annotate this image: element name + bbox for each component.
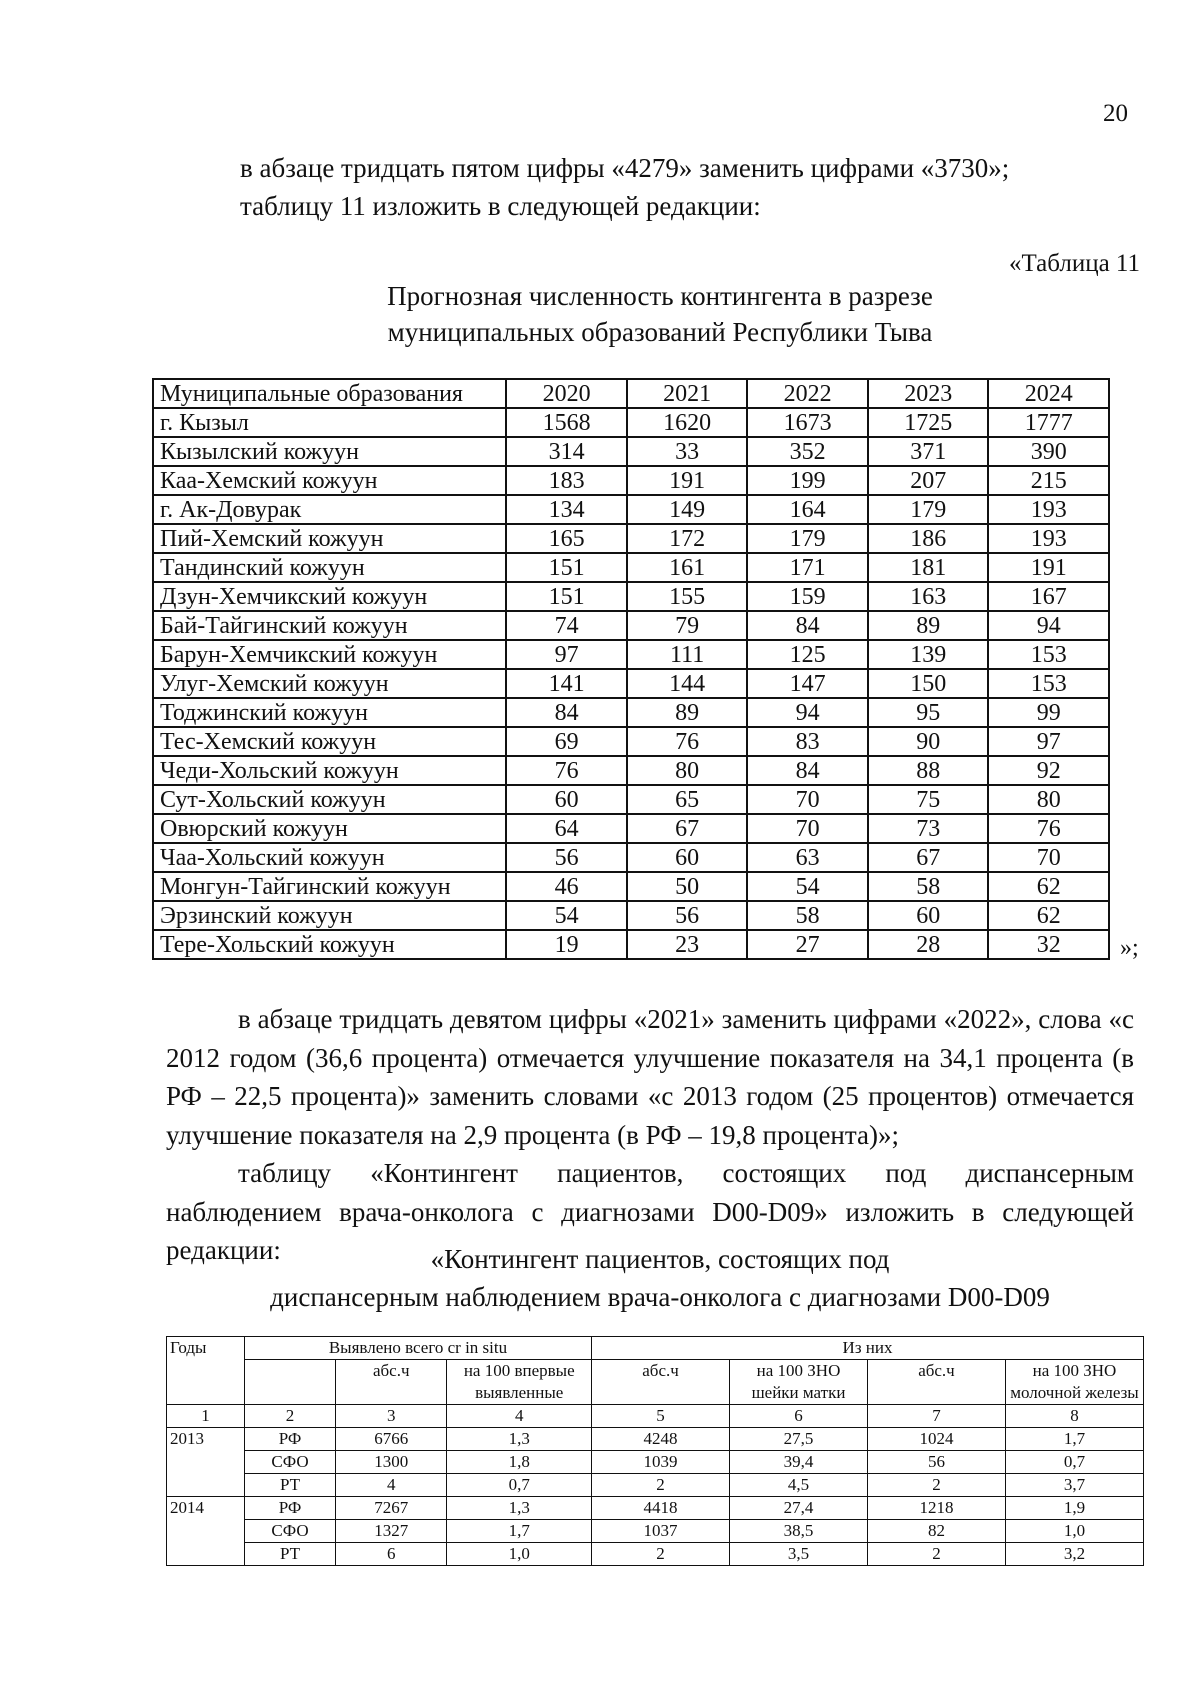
forecast-value: 191 [988, 553, 1109, 582]
forecast-value: 186 [868, 524, 989, 553]
paragraph-2-text-2: таблицу «Контингент пациентов, состоящих под диспансерным наблюдением врача-онколога с диагнозами D00-D09» изложить в следующей редакции: [166, 1158, 1134, 1265]
header-year: 2022 [747, 379, 868, 408]
table-row [153, 785, 1109, 814]
forecast-value: 161 [627, 553, 748, 582]
header-abs-2: абс.ч [592, 1360, 730, 1405]
region-cell: СФО [244, 1520, 335, 1543]
value-cell: 2 [867, 1474, 1005, 1497]
forecast-value: 50 [627, 872, 748, 901]
value-cell: 1,0 [447, 1543, 592, 1566]
table-row [153, 727, 1109, 756]
forecast-value: 63 [747, 843, 868, 872]
table-row [153, 930, 1109, 959]
municipality-name: г. Кызыл [153, 408, 506, 437]
forecast-value: 33 [627, 437, 748, 466]
table2-title [150, 1240, 1170, 1316]
forecast-value: 139 [868, 640, 989, 669]
forecast-value: 80 [988, 785, 1109, 814]
municipal-forecast-table [152, 378, 1110, 960]
forecast-value: 183 [506, 466, 627, 495]
forecast-value: 314 [506, 437, 627, 466]
forecast-value: 60 [627, 843, 748, 872]
value-cell: 1037 [592, 1520, 730, 1543]
value-cell: 1327 [336, 1520, 447, 1543]
forecast-value: 179 [747, 524, 868, 553]
forecast-value: 54 [747, 872, 868, 901]
page-number: 20 [1103, 100, 1128, 127]
forecast-value: 69 [506, 727, 627, 756]
forecast-value: 60 [868, 901, 989, 930]
forecast-value: 76 [506, 756, 627, 785]
municipality-name: Тес-Хемский кожуун [153, 727, 506, 756]
forecast-value: 151 [506, 553, 627, 582]
table-header-row [153, 379, 1109, 408]
intro-line-1: в абзаце тридцать пятом цифры «4279» заменить цифрами «3730»; [240, 153, 1010, 183]
forecast-value: 54 [506, 901, 627, 930]
header-abs-3: абс.ч [867, 1360, 1005, 1405]
forecast-value: 125 [747, 640, 868, 669]
forecast-value: 67 [627, 814, 748, 843]
forecast-value: 1620 [627, 408, 748, 437]
region-cell: РФ [244, 1428, 335, 1451]
forecast-value: 62 [988, 901, 1109, 930]
value-cell: 27,4 [730, 1497, 868, 1520]
municipality-name: Чеди-Хольский кожуун [153, 756, 506, 785]
table-row [153, 553, 1109, 582]
municipality-name: г. Ак-Довурак [153, 495, 506, 524]
value-cell: 82 [867, 1520, 1005, 1543]
table-row [153, 901, 1109, 930]
region-cell: РТ [244, 1543, 335, 1566]
value-cell: 1300 [336, 1451, 447, 1474]
value-cell: 3,2 [1005, 1543, 1143, 1566]
table2-column-numbers [167, 1405, 1144, 1428]
forecast-value: 193 [988, 524, 1109, 553]
table-title-line-1: Прогнозная численность контингента в разрезе [387, 281, 933, 311]
forecast-value: 159 [747, 582, 868, 611]
value-cell: 4 [336, 1474, 447, 1497]
forecast-value: 70 [988, 843, 1109, 872]
forecast-value: 84 [747, 611, 868, 640]
forecast-value: 153 [988, 669, 1109, 698]
value-cell: 4248 [592, 1428, 730, 1451]
forecast-value: 90 [868, 727, 989, 756]
value-cell: 1,9 [1005, 1497, 1143, 1520]
forecast-value: 76 [988, 814, 1109, 843]
forecast-value: 165 [506, 524, 627, 553]
forecast-value: 60 [506, 785, 627, 814]
forecast-value: 352 [747, 437, 868, 466]
table-row [153, 872, 1109, 901]
municipality-name: Улуг-Хемский кожуун [153, 669, 506, 698]
table2-row [167, 1497, 1144, 1520]
value-cell: 3,7 [1005, 1474, 1143, 1497]
forecast-value: 19 [506, 930, 627, 959]
forecast-value: 99 [988, 698, 1109, 727]
forecast-value: 1673 [747, 408, 868, 437]
forecast-value: 153 [988, 640, 1109, 669]
table2-header-row-1 [167, 1337, 1144, 1360]
forecast-value: 64 [506, 814, 627, 843]
forecast-value: 155 [627, 582, 748, 611]
year-cell: 2014 [167, 1497, 245, 1566]
value-cell: 2 [867, 1543, 1005, 1566]
forecast-value: 150 [868, 669, 989, 698]
header-per100-cervix: на 100 ЗНО шейки матки [730, 1360, 868, 1405]
column-number: 5 [592, 1405, 730, 1428]
forecast-value: 32 [988, 930, 1109, 959]
forecast-value: 199 [747, 466, 868, 495]
municipality-name: Сут-Хольский кожуун [153, 785, 506, 814]
paragraph-2-text-1: в абзаце тридцать девятом цифры «2021» заменить цифрами «2022», слова «с 2012 годом (36,6 процента) отмечается улучшение показателя на 34,1 процента (в РФ – 22,5 процента)» заменить словами «с 2013 годом (25 процентов) отмечается улучшение показателя на 2,9 процента (в РФ – 19,8 процента)»; [166, 1004, 1134, 1150]
value-cell: 1,7 [1005, 1428, 1143, 1451]
header-years: Годы [167, 1337, 245, 1405]
forecast-value: 95 [868, 698, 989, 727]
value-cell: 1,7 [447, 1520, 592, 1543]
value-cell: 2 [592, 1474, 730, 1497]
forecast-value: 56 [627, 901, 748, 930]
value-cell: 1,3 [447, 1428, 592, 1451]
forecast-value: 163 [868, 582, 989, 611]
municipality-name: Эрзинский кожуун [153, 901, 506, 930]
table2-header-row-2 [167, 1360, 1144, 1405]
forecast-value: 79 [627, 611, 748, 640]
value-cell: 4418 [592, 1497, 730, 1520]
table-row [153, 524, 1109, 553]
forecast-value: 89 [868, 611, 989, 640]
forecast-value: 70 [747, 814, 868, 843]
forecast-value: 56 [506, 843, 627, 872]
table-row [153, 669, 1109, 698]
column-number: 2 [244, 1405, 335, 1428]
municipality-name: Тандинский кожуун [153, 553, 506, 582]
municipality-name: Кызылский кожуун [153, 437, 506, 466]
municipality-name: Бай-Тайгинский кожуун [153, 611, 506, 640]
region-cell: РФ [244, 1497, 335, 1520]
forecast-value: 74 [506, 611, 627, 640]
column-number: 1 [167, 1405, 245, 1428]
forecast-value: 147 [747, 669, 868, 698]
header-year: 2021 [627, 379, 748, 408]
forecast-value: 191 [627, 466, 748, 495]
forecast-value: 193 [988, 495, 1109, 524]
forecast-value: 1568 [506, 408, 627, 437]
value-cell: 0,7 [1005, 1451, 1143, 1474]
forecast-value: 65 [627, 785, 748, 814]
forecast-value: 141 [506, 669, 627, 698]
forecast-value: 88 [868, 756, 989, 785]
header-per100-new: на 100 впервые выявленные [447, 1360, 592, 1405]
forecast-value: 215 [988, 466, 1109, 495]
header-municipality: Муниципальные образования [153, 379, 506, 408]
header-of-them: Из них [592, 1337, 1144, 1360]
municipality-name: Овюрский кожуун [153, 814, 506, 843]
header-empty [244, 1360, 335, 1405]
forecast-value: 89 [627, 698, 748, 727]
forecast-value: 84 [747, 756, 868, 785]
header-per100-breast: на 100 ЗНО молочной железы [1005, 1360, 1143, 1405]
value-cell: 6766 [336, 1428, 447, 1451]
table-row [153, 640, 1109, 669]
value-cell: 4,5 [730, 1474, 868, 1497]
table-title [150, 278, 1170, 350]
table2-title-line-2: диспансерным наблюдением врача-онколога с диагнозами D00-D09 [270, 1282, 1050, 1312]
table-row [153, 495, 1109, 524]
header-year: 2023 [868, 379, 989, 408]
table2-title-line-1: «Контингент пациентов, состоящих под [430, 1244, 890, 1274]
forecast-value: 46 [506, 872, 627, 901]
forecast-value: 97 [506, 640, 627, 669]
region-cell: РТ [244, 1474, 335, 1497]
forecast-value: 207 [868, 466, 989, 495]
table-row [153, 611, 1109, 640]
forecast-value: 84 [506, 698, 627, 727]
forecast-value: 167 [988, 582, 1109, 611]
forecast-value: 149 [627, 495, 748, 524]
value-cell: 27,5 [730, 1428, 868, 1451]
forecast-value: 94 [988, 611, 1109, 640]
table-row [153, 437, 1109, 466]
table-title-line-2: муниципальных образований Республики Тыва [387, 317, 933, 347]
forecast-value: 181 [868, 553, 989, 582]
forecast-value: 76 [627, 727, 748, 756]
forecast-value: 73 [868, 814, 989, 843]
forecast-value: 111 [627, 640, 748, 669]
region-cell: СФО [244, 1451, 335, 1474]
municipality-name: Дзун-Хемчикский кожуун [153, 582, 506, 611]
table-row [153, 843, 1109, 872]
value-cell: 0,7 [447, 1474, 592, 1497]
header-detected-total: Выявлено всего cr in situ [244, 1337, 591, 1360]
table2-row [167, 1451, 1144, 1474]
forecast-value: 70 [747, 785, 868, 814]
table-label: «Таблица 11 [1009, 250, 1140, 277]
table-closing-quote: »; [1120, 935, 1139, 961]
municipality-name: Каа-Хемский кожуун [153, 466, 506, 495]
intro-line-2: таблицу 11 изложить в следующей редакции: [240, 191, 761, 221]
table2-row [167, 1428, 1144, 1451]
column-number: 8 [1005, 1405, 1143, 1428]
forecast-value: 151 [506, 582, 627, 611]
table-row [153, 408, 1109, 437]
forecast-value: 62 [988, 872, 1109, 901]
forecast-value: 58 [747, 901, 868, 930]
forecast-value: 75 [868, 785, 989, 814]
column-number: 3 [336, 1405, 447, 1428]
forecast-value: 94 [747, 698, 868, 727]
forecast-value: 371 [868, 437, 989, 466]
oncology-contingent-table [166, 1336, 1144, 1566]
municipality-name: Монгун-Тайгинский кожуун [153, 872, 506, 901]
forecast-value: 1777 [988, 408, 1109, 437]
forecast-value: 58 [868, 872, 989, 901]
table-row [153, 698, 1109, 727]
header-year: 2020 [506, 379, 627, 408]
year-cell: 2013 [167, 1428, 245, 1497]
municipality-name: Тоджинский кожуун [153, 698, 506, 727]
municipality-name: Чаа-Хольский кожуун [153, 843, 506, 872]
forecast-value: 172 [627, 524, 748, 553]
header-abs-1: абс.ч [336, 1360, 447, 1405]
header-year: 2024 [988, 379, 1109, 408]
forecast-value: 92 [988, 756, 1109, 785]
municipality-name: Пий-Хемский кожуун [153, 524, 506, 553]
value-cell: 7267 [336, 1497, 447, 1520]
value-cell: 1,8 [447, 1451, 592, 1474]
forecast-value: 144 [627, 669, 748, 698]
forecast-value: 28 [868, 930, 989, 959]
forecast-value: 171 [747, 553, 868, 582]
forecast-value: 134 [506, 495, 627, 524]
forecast-value: 97 [988, 727, 1109, 756]
table2-row [167, 1520, 1144, 1543]
value-cell: 1218 [867, 1497, 1005, 1520]
value-cell: 39,4 [730, 1451, 868, 1474]
forecast-value: 390 [988, 437, 1109, 466]
forecast-value: 179 [868, 495, 989, 524]
forecast-value: 80 [627, 756, 748, 785]
forecast-value: 23 [627, 930, 748, 959]
forecast-value: 1725 [868, 408, 989, 437]
value-cell: 2 [592, 1543, 730, 1566]
municipality-name: Тере-Хольский кожуун [153, 930, 506, 959]
column-number: 6 [730, 1405, 868, 1428]
value-cell: 1,0 [1005, 1520, 1143, 1543]
table-row [153, 466, 1109, 495]
forecast-value: 27 [747, 930, 868, 959]
table2-row [167, 1543, 1144, 1566]
table2-row [167, 1474, 1144, 1497]
value-cell: 1,3 [447, 1497, 592, 1520]
value-cell: 1039 [592, 1451, 730, 1474]
value-cell: 1024 [867, 1428, 1005, 1451]
forecast-value: 83 [747, 727, 868, 756]
paragraph-2 [166, 1000, 1134, 1270]
value-cell: 3,5 [730, 1543, 868, 1566]
value-cell: 56 [867, 1451, 1005, 1474]
municipality-name: Барун-Хемчикский кожуун [153, 640, 506, 669]
table-row [153, 582, 1109, 611]
forecast-value: 67 [868, 843, 989, 872]
column-number: 7 [867, 1405, 1005, 1428]
table-row [153, 756, 1109, 785]
forecast-value: 164 [747, 495, 868, 524]
column-number: 4 [447, 1405, 592, 1428]
value-cell: 38,5 [730, 1520, 868, 1543]
value-cell: 6 [336, 1543, 447, 1566]
table-row [153, 814, 1109, 843]
